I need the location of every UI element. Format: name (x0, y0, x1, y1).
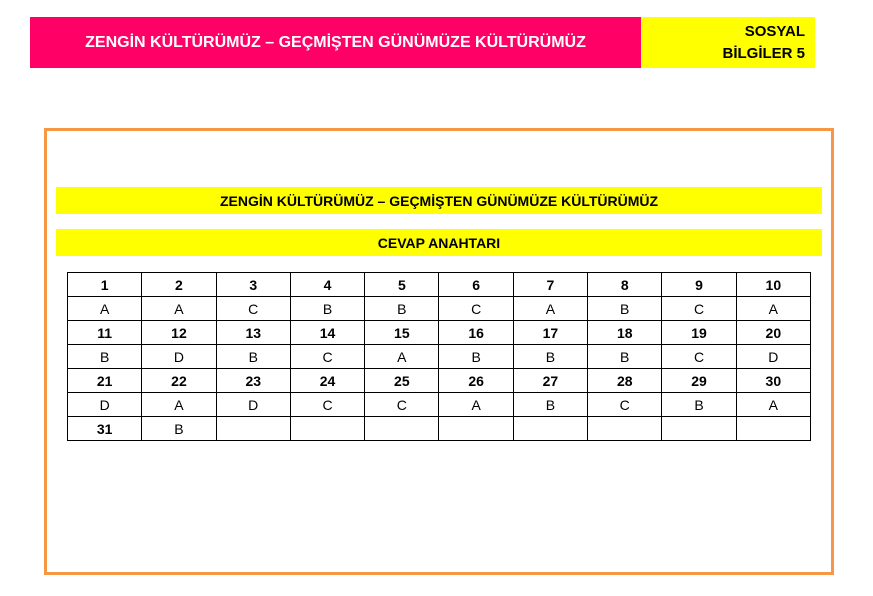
answer-cell: C (662, 297, 736, 321)
answer-cell: C (439, 297, 513, 321)
question-number-row (68, 321, 811, 345)
question-number-cell (588, 417, 662, 441)
question-number-cell: 10 (736, 273, 810, 297)
question-number-cell: 12 (142, 321, 216, 345)
answer-cell: A (68, 297, 142, 321)
question-number-cell: 13 (216, 321, 290, 345)
answer-cell: B (513, 393, 587, 417)
answer-cell: B (588, 297, 662, 321)
answer-key-heading-text: CEVAP ANAHTARI (377, 234, 501, 251)
document-title (30, 17, 641, 68)
question-number-cell: 1 (68, 273, 142, 297)
subject-label-line2: BİLGİLER 5 (722, 45, 805, 62)
subject-label (641, 17, 815, 68)
question-number-row (68, 417, 811, 441)
question-number-cell: 22 (142, 369, 216, 393)
answer-cell: C (588, 393, 662, 417)
answer-cell: D (68, 393, 142, 417)
answer-cell: A (142, 393, 216, 417)
answer-cell: D (142, 345, 216, 369)
question-number-row (68, 369, 811, 393)
question-number-cell: 16 (439, 321, 513, 345)
question-number-cell: 6 (439, 273, 513, 297)
answer-cell: B (439, 345, 513, 369)
question-number-cell: 27 (513, 369, 587, 393)
answer-cell: C (365, 393, 439, 417)
answer-cell: B (662, 393, 736, 417)
answer-cell: B (365, 297, 439, 321)
answer-key-table (67, 272, 811, 441)
question-number-cell (365, 417, 439, 441)
question-number-cell (439, 417, 513, 441)
question-number-cell: 8 (588, 273, 662, 297)
answer-cell: A (365, 345, 439, 369)
question-number-cell: 25 (365, 369, 439, 393)
question-number-cell: 14 (290, 321, 364, 345)
question-number-cell: 19 (662, 321, 736, 345)
question-number-cell: 2 (142, 273, 216, 297)
question-number-row (68, 273, 811, 297)
question-number-cell: 20 (736, 321, 810, 345)
answer-cell: B (216, 345, 290, 369)
question-number-cell: 4 (290, 273, 364, 297)
question-number-cell: 15 (365, 321, 439, 345)
question-number-cell: 21 (68, 369, 142, 393)
answer-cell: A (513, 297, 587, 321)
answer-cell: D (736, 345, 810, 369)
answer-cell: B (588, 345, 662, 369)
answer-row (68, 297, 811, 321)
answer-cell: B (142, 417, 216, 441)
answer-cell: B (513, 345, 587, 369)
answer-cell: B (290, 297, 364, 321)
question-number-cell (216, 417, 290, 441)
question-number-cell: 28 (588, 369, 662, 393)
question-number-cell: 31 (68, 417, 142, 441)
question-number-cell (662, 417, 736, 441)
answer-row (68, 393, 811, 417)
answer-cell: C (290, 345, 364, 369)
answer-key-heading (56, 229, 822, 256)
question-number-cell: 30 (736, 369, 810, 393)
document-title-text: ZENGİN KÜLTÜRÜMÜZ – GEÇMİŞTEN GÜNÜMÜZE KÜLTÜRÜMÜZ (85, 33, 586, 51)
answer-cell: B (68, 345, 142, 369)
answer-cell: A (439, 393, 513, 417)
answer-cell: C (662, 345, 736, 369)
subject-label-line1: SOSYAL (744, 23, 805, 40)
section-title (56, 187, 822, 214)
answer-cell: A (736, 297, 810, 321)
section-title-text: ZENGİN KÜLTÜRÜMÜZ – GEÇMİŞTEN GÜNÜMÜZE KÜLTÜRÜMÜZ (219, 192, 659, 209)
question-number-cell: 17 (513, 321, 587, 345)
question-number-cell: 18 (588, 321, 662, 345)
question-number-cell: 3 (216, 273, 290, 297)
question-number-cell (290, 417, 364, 441)
answer-cell: C (290, 393, 364, 417)
question-number-cell: 26 (439, 369, 513, 393)
question-number-cell (736, 417, 810, 441)
answer-cell: A (736, 393, 810, 417)
question-number-cell: 23 (216, 369, 290, 393)
question-number-cell: 29 (662, 369, 736, 393)
question-number-cell: 9 (662, 273, 736, 297)
question-number-cell: 24 (290, 369, 364, 393)
answer-cell: D (216, 393, 290, 417)
answer-cell: C (216, 297, 290, 321)
question-number-cell: 11 (68, 321, 142, 345)
question-number-cell (513, 417, 587, 441)
question-number-cell: 5 (365, 273, 439, 297)
answer-row (68, 345, 811, 369)
answer-cell: A (142, 297, 216, 321)
question-number-cell: 7 (513, 273, 587, 297)
